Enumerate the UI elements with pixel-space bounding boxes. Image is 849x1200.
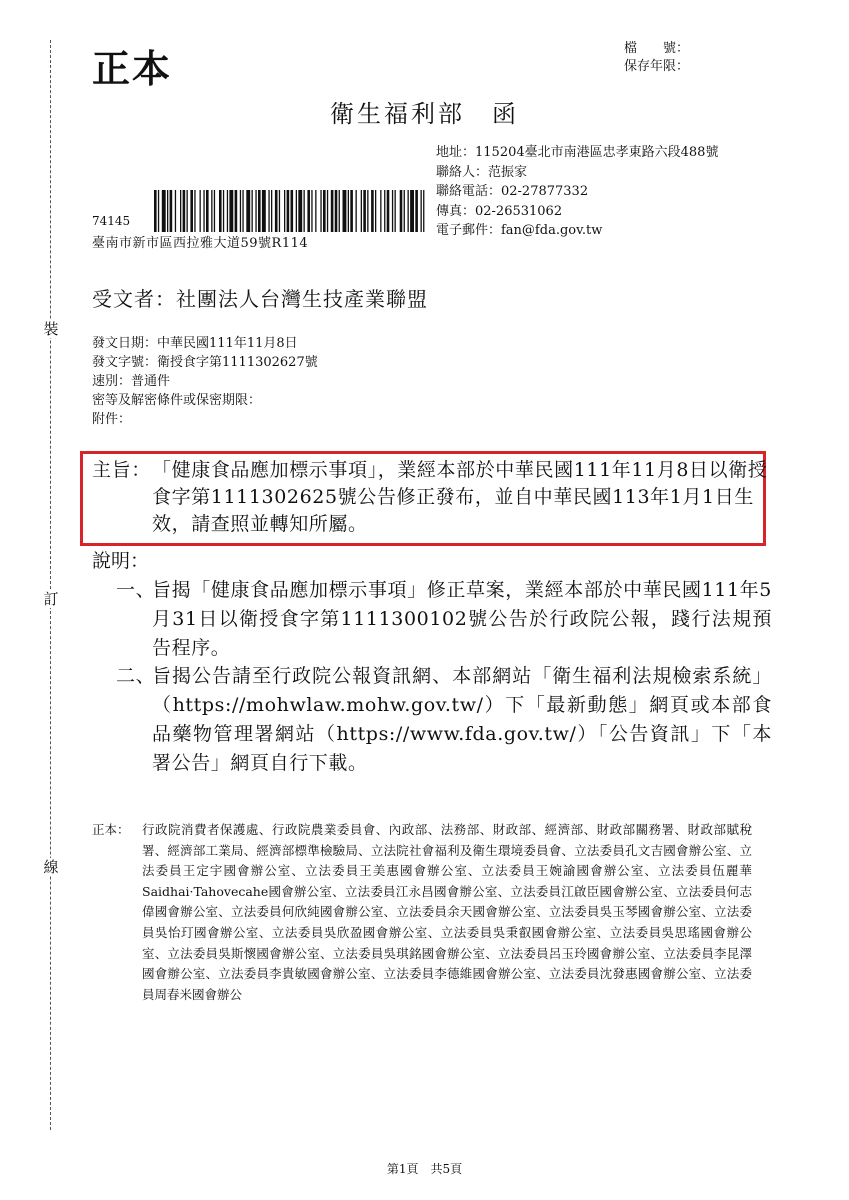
barcode: [154, 190, 426, 232]
subject-label: 主旨：: [92, 459, 151, 481]
delivery-speed: 速別：普通件: [92, 374, 171, 389]
recipient-postcode: 74145: [92, 214, 131, 228]
binding-mark-zhuang: 裝: [43, 320, 59, 338]
explanation-item-text: 旨揭公告請至行政院公報資訊網、本部網站「衛生福利法規檢索系統」（https://mohwlaw.mohw.gov.tw/）下「最新動態」網頁或本部食品藥物管理署網站（https://www.fda.gov.tw/）「公告資訊」下「本署公告」網頁自行下載。: [152, 665, 772, 774]
issue-date: 發文日期：中華民國111年11月8日: [92, 336, 298, 351]
copies-text: 行政院消費者保護處、行政院農業委員會、內政部、法務部、財政部、經濟部、財政部關務署、財政部賦稅署、經濟部工業局、經濟部標準檢驗局、立法院社會福利及衛生環境委員會、立法委員孔文吉國會辦公室、立法委員王定宇國會辦公室、立法委員王美惠國會辦公室、立法委員王婉諭國會辦公室、立法委員伍麗華Saidhai·Tahovecahe國會辦公室、立法委員江永昌國會辦公室、立法委員江啟臣國會辦公室、立法委員何志偉國會辦公室、立法委員何欣純國會辦公室、立法委員余天國會辦公室、立法委員吳玉琴國會辦公室、立法委員吳怡玎國會辦公室、立法委員吳欣盈國會辦公室、立法委員吳秉叡國會辦公室、立法委員吳思瑤國會辦公室、立法委員吳斯懷國會辦公室、立法委員吳琪銘國會辦公室、立法委員呂玉玲國會辦公室、立法委員李昆澤國會辦公室、立法委員李貴敏國會辦公室、立法委員李德維國會辦公室、立法委員沈發惠國會辦公室、立法委員周春米國會辦公: [142, 822, 752, 1002]
document-meta: [92, 334, 318, 429]
recipient: 受文者：社團法人台灣生技產業聯盟: [92, 287, 428, 311]
contact-person: 聯絡人：范振家: [436, 164, 528, 180]
contact-info: [436, 143, 718, 241]
recipient-address: 臺南市新市區西拉雅大道59號R114: [92, 236, 309, 251]
original-copy-stamp: 正本: [92, 46, 173, 91]
explanation-label: 說明：: [92, 550, 150, 572]
subject-text: 「健康食品應加標示事項」，業經本部於中華民國111年11月8日以衛授食字第1111302625號公告修正發布，並自中華民國113年1月1日生效，請查照並轉知所屬。: [152, 459, 768, 535]
explanation-item-text: 旨揭「健康食品應加標示事項」修正草案，業經本部於中華民國111年5月31日以衛授食字第1111300102號公告於行政院公報，踐行法規預告程序。: [152, 579, 772, 659]
copies-label: 正本：: [92, 822, 130, 837]
document-title: 衛生福利部 函: [330, 100, 519, 128]
binding-line: [50, 40, 51, 1130]
file-info: [624, 40, 689, 76]
contact-phone: 聯絡電話：02-27877332: [436, 184, 589, 199]
contact-address: 地址：115204臺北市南港區忠孝東路六段488號: [436, 145, 719, 160]
document-number: 發文字號：衛授食字第1111302627號: [92, 355, 318, 370]
page-footer: 第1頁 共5頁: [386, 1162, 463, 1176]
contact-fax: 傳真：02-26531062: [436, 203, 563, 219]
binding-mark-ding: 訂: [43, 590, 59, 608]
binding-mark-xian: 線: [43, 858, 59, 876]
contact-email: 電子郵件：fan@fda.gov.tw: [436, 223, 603, 238]
retention-period: 保存年限：: [624, 59, 690, 74]
secrecy-level: 密等及解密條件或保密期限：: [92, 393, 262, 408]
explanation-item-number: 二、: [116, 665, 156, 687]
file-number: 檔 號：: [624, 41, 690, 56]
explanation-item-number: 一、: [116, 579, 156, 601]
attachment: 附件：: [92, 412, 132, 427]
